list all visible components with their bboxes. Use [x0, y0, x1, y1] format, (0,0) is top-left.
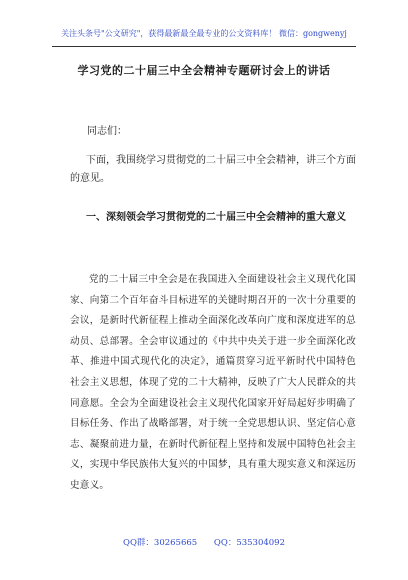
document-title: 学习党的二十届三中全会精神专题研讨会上的讲话 [77, 64, 331, 77]
footer-contacts [0, 536, 408, 548]
header-note: 关注头条号"公文研究"，获得最新最全最专业的公文资料库！ 微信：gongwenyj [61, 29, 347, 38]
body-paragraph: 党的二十届三中全会是在我国进入全面建设社会主义现代化国家、向第二个百年奋斗目标进军的关键时期召开的一次十分重要的会议，是新时代新征程上推动全面深化改革向广度和深度进军的总动员、总部署。全会审议通过的《中共中央关于进一步全面深化改革、推进中国式现代化的决定》，通篇贯穿习近平新时代中国特色社会主义思想，体现了党的二十大精神，反映了广大人民群众的共同意愿。全会为全面建设社会主义现代化国家开好局起好步明确了目标任务、作出了战略部署，对于统一全党思想认识、坚定信心意志、凝聚前进力量，在新时代新征程上坚持和发展中国特色社会主义，实现中华民族伟大复兴的中国梦，具有重大现实意义和深远历史意义。 [70, 274, 356, 491]
intro-paragraph: 下面，我围绕学习贯彻党的二十届三中全会精神，讲三个方面的意见。 [70, 155, 356, 184]
footer-qq-number: QQ：535304092 [213, 538, 285, 548]
footer-qq-group: QQ群：30265665 [122, 538, 198, 548]
header-divider [52, 46, 356, 47]
section-heading: 一、深刻领会学习贯彻党的二十届三中全会精神的重大意义 [86, 212, 346, 223]
salutation: 同志们： [87, 126, 127, 137]
